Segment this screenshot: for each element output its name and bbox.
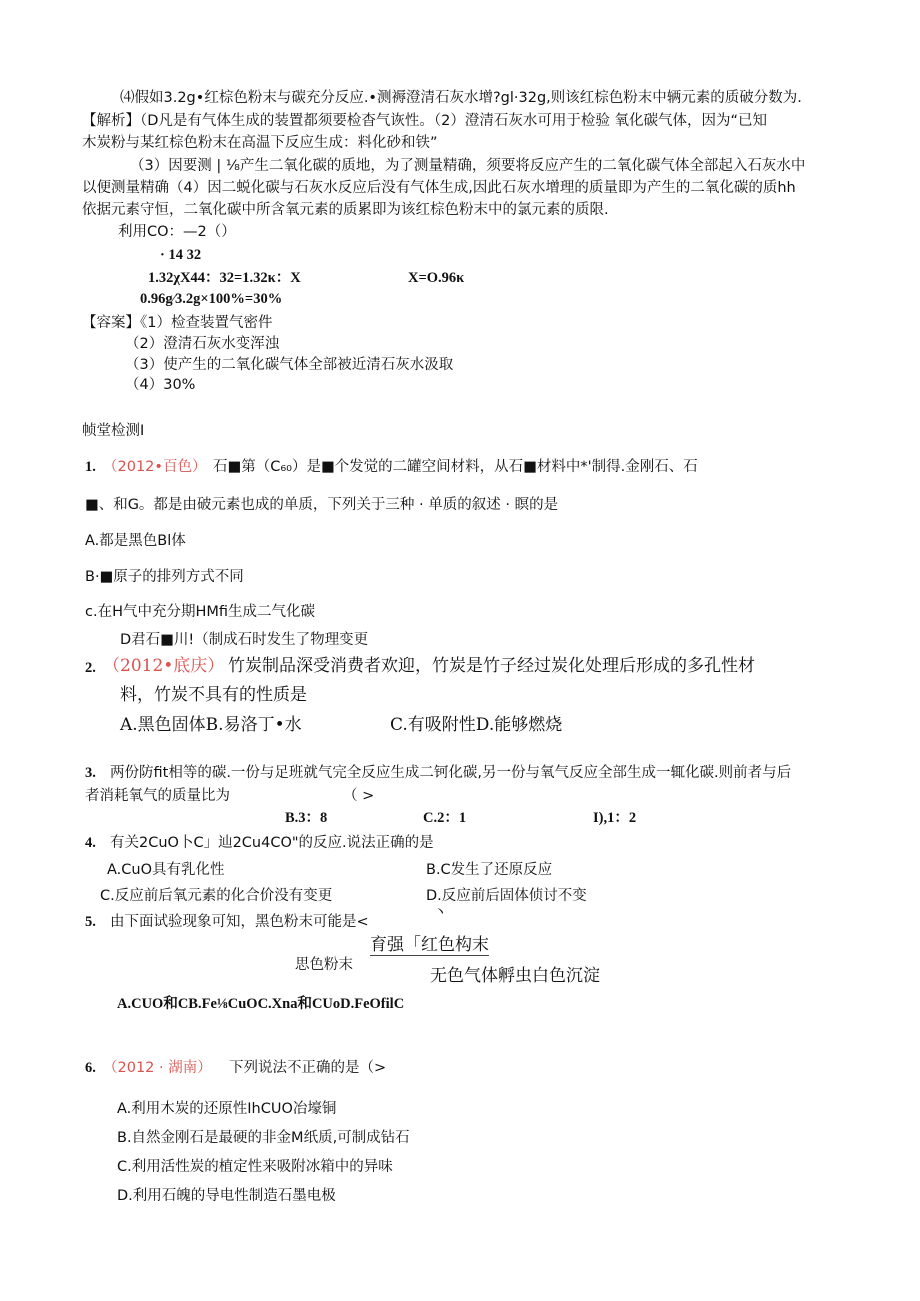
q5-number: 5.	[85, 914, 96, 930]
q6-option-b: B.自然金刚石是最硬的非金M纸质,可制成钻石	[117, 1130, 410, 1146]
q2-options-cd: C.有吸附性D.能够燃烧	[390, 715, 563, 735]
calc-line-3-result: X=O.96κ	[408, 270, 465, 286]
q2-text-2: 料，竹炭不具有的性质是	[120, 685, 307, 705]
q4-option-c: C.反应前后氧元素的化合价没有变更	[100, 888, 333, 904]
q2-source: （2012•底庆）	[103, 656, 225, 676]
q4-option-b: B.C发生了还原反应	[426, 862, 553, 878]
q1-option-c: c.在H气中充分期HMfi生成二气化碳	[85, 604, 316, 620]
q1-option-d: D君石■川!（制成石时发生了物理变更	[120, 632, 369, 648]
q3-option-b: B.3：8	[285, 810, 328, 826]
calc-line-2: · 14 32	[160, 247, 202, 263]
analysis-line-2: 木炭粉与某红棕色粉末在高温下反应生成：料化砂和铁”	[82, 135, 438, 151]
analysis-line-3: （3）因要测 | ⅛产生二氧化碳的质地，为了测量精确，须要将反应产生的二氧化碳气体全部起入石灰水中	[130, 158, 806, 174]
q6-number: 6.	[85, 1060, 96, 1076]
q1-source: （2012•百色）	[103, 459, 207, 475]
q6-option-c: C.利用活性炭的植定性来吸附冰箱中的异味	[117, 1159, 393, 1175]
q5-diagram-bottom: 无色气体孵虫白色沉淀	[430, 966, 600, 986]
q5-options: A.CUO和CB.Fe⅛CuOC.Xna和CUoD.FeOfilC	[117, 996, 405, 1012]
q2-options-ab: A.黑色固体B.易洛丁•水	[120, 715, 302, 735]
answer-4: （4）30%	[125, 377, 196, 393]
answer-3: （3）使产生的二氧化碳气体全部被近清石灰水汲取	[125, 357, 454, 373]
q1-number: 1.	[85, 459, 96, 475]
q3-option-d: I),1：2	[593, 810, 637, 826]
calc-line-4: 0.96g∕3.2g×100%=30%	[140, 291, 283, 307]
q3-answer-bracket: （ >	[343, 788, 375, 804]
q4-mark: 丶	[433, 905, 448, 921]
answer-2: （2）澄清石灰水变浑浊	[125, 336, 280, 352]
q2-number: 2.	[85, 660, 96, 676]
q6-option-d: D.利用石魄的导电性制造石墨电极	[117, 1188, 336, 1204]
q1-option-a: A.都是黑色Bl体	[85, 533, 186, 549]
analysis-line-5: 依据元素守恒，二氧化碳中所含氧元素的质累即为该红棕色粉末中的氯元素的质限.	[82, 202, 609, 218]
q6-source: （2012 · 湖南）	[103, 1060, 212, 1076]
q5-text: 由下面试验现象可知，黑色粉末可能是<	[110, 914, 369, 930]
q5-diagram-left: 思色粉末	[295, 957, 353, 973]
q3-number: 3.	[85, 765, 96, 781]
answer-1: 【容案】《1）检查装置气密件	[82, 315, 273, 331]
q4-option-d: D.反应前后固体侦讨不变	[426, 888, 587, 904]
q6-text: 下列说法不正确的是（>	[229, 1060, 387, 1076]
q2-text: 竹炭制品深受消费者欢迎，竹炭是竹子经过炭化处理后形成的多孔性材	[228, 656, 755, 676]
section-title: 帧堂检测I	[82, 423, 145, 439]
q1-text: 石■第（C₆₀）是■个发觉的二罐空间材料，从石■材料中*'制得.金刚石、石	[213, 459, 698, 475]
q1-option-b: B·■原子的排列方式不同	[85, 569, 244, 585]
q1-text-2: ■、和G。都是由破元素也成的单质，下列关于三种 · 单质的叙述 · 瞑的是	[85, 497, 559, 513]
analysis-line-4: 以便测量精确（4）因二蜕化碳与石灰水反应后没有气体生成,因此石灰水增理的质量即为产生的二氧化碳的质hh	[82, 180, 796, 196]
q3-text-2: 者消耗氧气的质量比为	[85, 788, 230, 804]
calc-line-1: 利用CO：—2（）	[118, 224, 236, 240]
q3-text: 两份防fit相等的碳.一份与足班就气完全反应生成二钶化碳,另一份与氧气反应全部生成一辄化碳.则前者与后	[110, 765, 792, 781]
calc-line-3: 1.32χX44：32=1.32κ：X	[148, 270, 301, 286]
q4-text: 有关2CuO卜C」辿2Cu4CO"的反应.说法正确的是	[110, 835, 434, 851]
q4-option-a: A.CuO具有乳化性	[107, 862, 225, 878]
q5-diagram-top: 育强「红色构末	[370, 935, 489, 955]
analysis-line-1: 【解析】（D凡是有气体生成的装置都须要检杳气诙性。（2）澄清石灰水可用于检验 氧化碳气体，因为“已知	[82, 113, 768, 129]
q6-option-a: A.利用木炭的还原性IhCUO冶壕铜	[117, 1101, 337, 1117]
analysis-question-4: ⑷假如3.2g•红棕色粉末与碳充分反应.•测褥澄清石灰水增?gl·32g,则该红棕色粉末中辆元素的质破分数为.	[120, 90, 802, 106]
q3-option-c: C.2：1	[423, 810, 467, 826]
q4-number: 4.	[85, 835, 96, 851]
